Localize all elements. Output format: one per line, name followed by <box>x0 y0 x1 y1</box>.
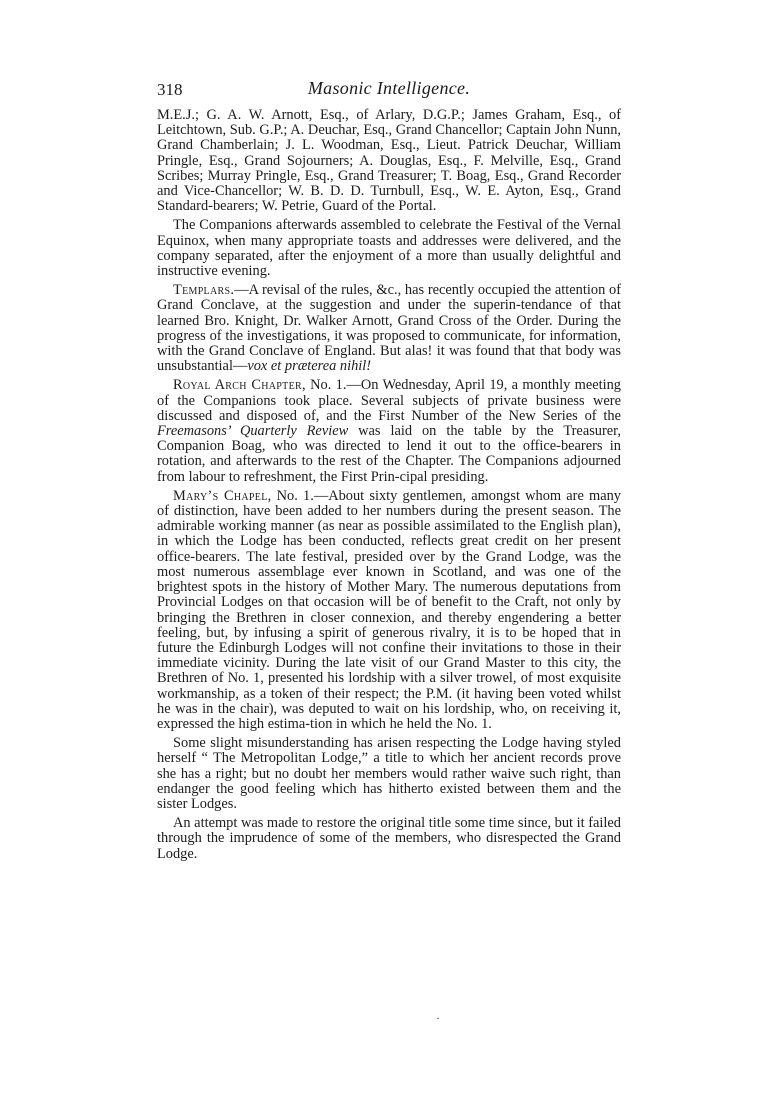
running-title: Masonic Intelligence. <box>307 78 471 98</box>
running-head <box>157 74 621 104</box>
paragraph-text: M.E.J.; G. A. W. Arnott, Esq., of Arlary, D.G.P.; James Graham, Esq., of Leitchtown, Sub. G.P.; A. Deuchar, Esq., Grand Chancellor; Captain John Nunn, Grand Chamberlain; J. L. Woodman, Esq., Lieut. Patrick Deuchar, William Pringle, Esq., Grand Sojourners; A. Douglas, Esq., F. Melville, Esq., Grand Scribes; Murray Pringle, Esq., Grand Treasurer; T. Boag, Esq., Grand Recorder and Vice-Chancellor; W. B. D. D. Turnbull, Esq., W. E. Ayton, Esq., Grand Standard-bearers; W. Petrie, Guard of the Portal. <box>157 107 621 215</box>
end-mark: · <box>436 1011 440 1025</box>
paragraph-text: No. 1.—About sixty gentlemen, amongst whom are many of distinction, have been added to her numbers during the present season. The admirable working manner (as near as possible assimilated to the English plan), in which the Lodge has been conducted, reflects great credit on her present office-bearers. The late festival, presided over by the Grand Lodge, was the most numerous assemblage ever known in Scotland, and was one of the brightest spots in the history of Mother Mary. The numerous deputations from Provincial Lodges on that occasion will be of benefit to the Craft, not only by bringing the Brethren in closer connexion, and thereby engendering a better feeling, but, by infusing a spirit of generous rivalry, it is to be hoped that in future the Edinburgh Lodges will not confine their invitations to those in their immediate vicinity. During the late visit of our Grand Master to this city, the Brethren of No. 1, presented his lordship with a silver trowel, of most exquisite workmanship, as a token of their respect; the P.M. (it having been voted whilst he was in the chair), was deputed to wait on his lordship, who, on receiving it, expressed the high estima-tion in which he held the No. 1. <box>157 487 621 732</box>
paragraph-attempt <box>157 816 621 862</box>
paragraph-text: —A revisal of the rules, &c., has recently occupied the attention of Grand Conclave, at the suggestion and under the superin-tendance of that learned Bro. Knight, Dr. Walker Arnott, Grand Cross of the Order. During the progress of the investigations, it was proposed to communicate, for information, with the Grand Conclave of England. But alas! it was found that that body was unsubstantial— <box>157 282 621 375</box>
paragraph-marys-chapel <box>157 489 621 732</box>
page-number: 318 <box>157 80 183 99</box>
section-lead-royal-arch: Royal Arch Chapter, <box>173 377 306 394</box>
paragraph-text: was laid on the table by the Treasurer, Companion Boag, who was directed to lend it out to the office-bearers in rotation, and afterwards to the rest of the Chapter. The Companions adjourned from labour to refreshment, the First Prin-cipal presiding. <box>157 423 621 485</box>
paragraph-templars <box>157 283 621 374</box>
journal-title: Freemasons’ Quarterly Review <box>157 423 349 440</box>
paragraph-text: Some slight misunderstanding has arisen respecting the Lodge having styled herself “ The Metropolitan Lodge,” a title to which her ancient records prove she has a right; but no doubt her members would rather waive such right, than endanger the good feeling which has hitherto existed between them and the sister Lodges. <box>157 735 621 812</box>
paragraph-equinox <box>157 218 621 279</box>
paragraph-text: The Companions afterwards assembled to celebrate the Festival of the Vernal Equinox, when many appropriate toasts and addresses were delivered, and the company separated, after the enjoyment of a more than usually delightful and instructive evening. <box>157 217 621 280</box>
book-page <box>157 74 621 862</box>
latin-phrase: vox et præterea nihil! <box>247 358 372 375</box>
paragraph-text: An attempt was made to restore the original title some time since, but it failed through the imprudence of some of the members, who disrespected the Grand Lodge. <box>157 815 621 862</box>
paragraph-officers <box>157 108 621 214</box>
paragraph-metropolitan <box>157 736 621 812</box>
paragraph-text: No. 1.—On Wednesday, April 19, a monthly meeting of the Companions took place. Several subjects of private business were discussed and disposed of, and the First Number of the New Series of the <box>157 377 621 424</box>
section-lead-templars: Templars. <box>173 282 235 299</box>
section-lead-marys-chapel: Mary’s Chapel, <box>173 487 272 504</box>
paragraph-royal-arch <box>157 378 621 484</box>
